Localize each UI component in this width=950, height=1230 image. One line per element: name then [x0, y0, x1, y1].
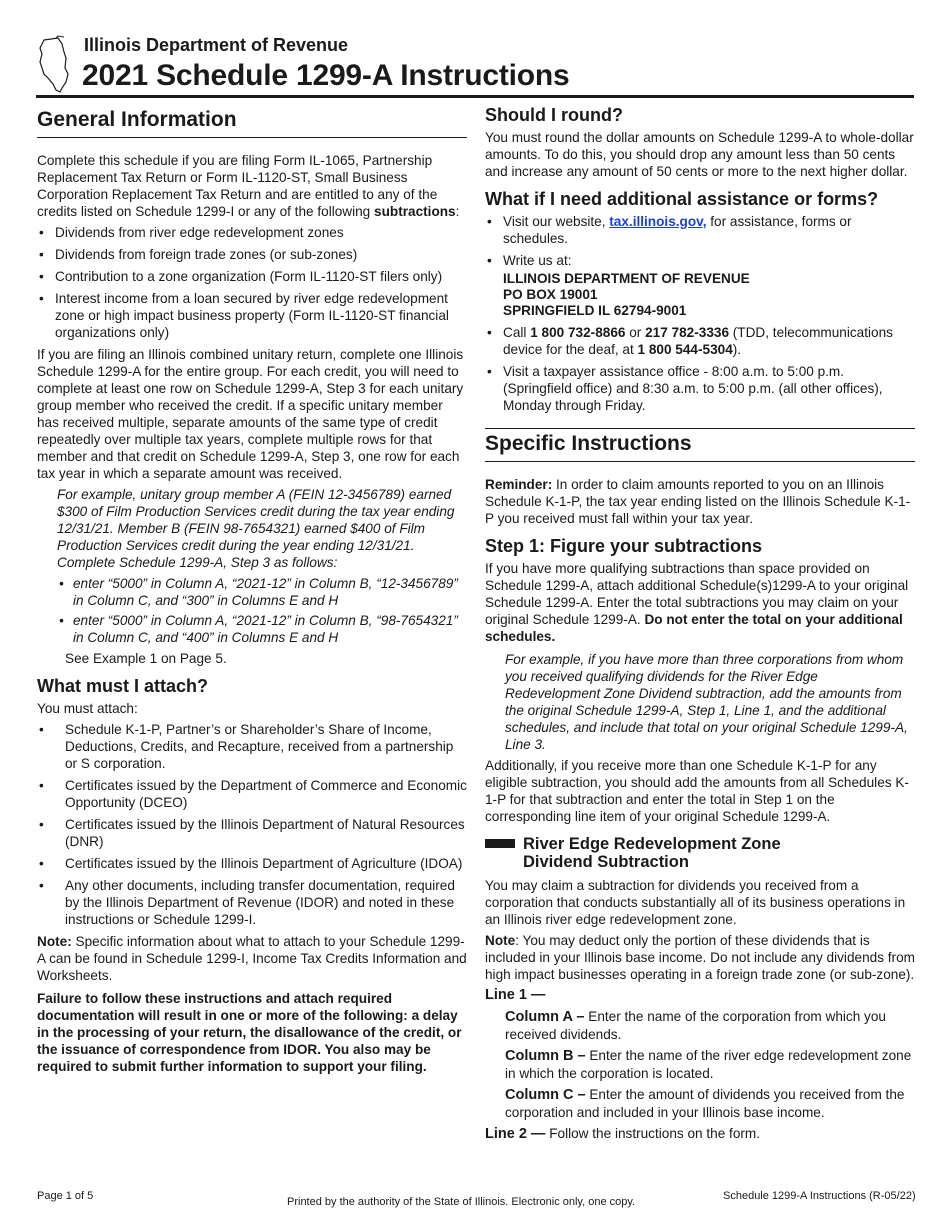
header-divider [36, 95, 914, 98]
right-column [485, 104, 915, 1147]
list-item: • Dividends from foreign trade zones (or sub-zones) [37, 246, 467, 263]
mailing-address: ILLINOIS DEPARTMENT OF REVENUE PO BOX 19001 SPRINGFIELD IL 62794-9001 [503, 271, 750, 318]
attach-list [37, 721, 467, 928]
attach-lead: You must attach: [37, 701, 138, 716]
list-item: • Dividends from river edge redevelopment zones [37, 224, 467, 241]
list-item: • Certificates issued by the Illinois Department of Agriculture (IDOA) [37, 855, 467, 872]
printing-authority: Printed by the authority of the State of Illinois. Electronic only, one copy. [287, 1196, 636, 1208]
list-item: • Certificates issued by the Department of Commerce and Economic Opportunity (DCEO) [37, 777, 467, 811]
page-number: Page 1 of 5 [37, 1190, 94, 1202]
list-item: • Contribution to a zone organization (Form IL-1120-ST filers only) [37, 268, 467, 285]
heading-bar-icon [485, 839, 515, 848]
list-item: • Schedule K-1-P, Partner’s or Shareholder’s Share of Income, Deductions, Credits, and Recapture, received from a partnership or S corporation. [37, 721, 467, 772]
river-edge-heading: River Edge Redevelopment Zone Dividend Subtraction [485, 835, 915, 871]
river-edge-text: You may claim a subtraction for dividends you received from a corporation that conducts substantially all of its business operations in an Illinois river edge redevelopment zone. [485, 878, 906, 927]
form-revision: Schedule 1299-A Instructions (R-05/22) [723, 1190, 916, 1202]
assistance-list [485, 213, 915, 414]
list-item: • Call 1 800 732-8866 or 217 782-3336 (TDD, telecommunications device for the deaf, at 1 800 544-5304). [485, 324, 915, 358]
round-text: You must round the dollar amounts on Schedule 1299-A to whole-dollar amounts. To do this, you should drop any amount less than 50 cents and increase any amount of 50 cents or more to the next higher dollar. [485, 130, 914, 179]
list-item: • Visit a taxpayer assistance office - 8:00 a.m. to 5:00 p.m. (Springfield office) and 8:30 a.m. to 5:00 p.m. (all other offices), Monday through Friday. [485, 363, 915, 414]
illinois-state-outline-icon [36, 34, 76, 94]
list-item: • Visit our website, tax.illinois.gov, for assistance, forms or schedules. [485, 213, 915, 247]
unitary-paragraph: If you are filing an Illinois combined unitary return, complete one Illinois Schedule 1299-A for the entire group. For each credit, you will need to complete at least one row on Schedule 1299-A, Step 3 for each unitary group member who received the credit. If a specific unitary member has received multiple, separate amounts of the same type of credit repeatedly over multiple tax years, complete multiple rows for that member and that credit on Schedule 1299-A, Step 3, one row for each tax year in which a separate amount was received. [37, 347, 464, 481]
list-item: • Any other documents, including transfer documentation, required by the Illinois Department of Revenue (IDOR) and noted in these instructions or Schedule 1299-I. [37, 877, 467, 928]
step1-text: If you have more qualifying subtractions than space provided on Schedule 1299-A, attach additional Schedule(s)1299-A to your original Schedule 1299-A. Enter the total subtractions you may claim on your original Schedule 1299-A. Do not enter the total on your additional schedules. [485, 561, 909, 644]
attach-heading: What must I attach? [37, 676, 209, 696]
river-edge-note: Note: You may deduct only the portion of these dividends that is included in your Illinois base income. Do not include any dividends from high impact businesses operating in a foreign trade zone (or sub-zone). [485, 933, 915, 982]
page-header [36, 32, 914, 98]
list-item: • Interest income from a loan secured by river edge redevelopment zone or high impact business property (Form IL-1120-ST financial organizations only) [37, 290, 467, 341]
general-intro: Complete this schedule if you are filing Form IL-1065, Partnership Replacement Tax Return or Form IL-1120-ST, Small Business Corporation Replacement Tax Return and are entitled to any of the credits listed on Schedule 1299-I or any of the following subtractions: [37, 153, 460, 219]
attach-note: Note: Specific information about what to attach to your Schedule 1299-A can be found in Schedule 1299-I, Income Tax Credits Information and Worksheets. [37, 934, 467, 983]
step1-additionally: Additionally, if you receive more than one Schedule K-1-P for any eligible subtraction, you should add the amounts from all Schedules K-1-P for that subtraction and enter the total in Step 1 on the corresponding line item of your original Schedule 1299-A. [485, 758, 909, 824]
list-item: • Write us at: ILLINOIS DEPARTMENT OF REVENUE PO BOX 19001 SPRINGFIELD IL 62794-9001 [485, 252, 915, 319]
round-heading: Should I round? [485, 105, 623, 125]
general-information-heading: General Information [37, 104, 467, 138]
column-c-entry: Column C – Enter the amount of dividends you received from the corporation and included in your Illinois base income. [505, 1087, 905, 1120]
attach-warning: Failure to follow these instructions and attach required documentation will result in one or more of the following: a delay in the processing of your return, the disallowance of the credit, or the issuance of correspondence from IDOR. You also may be required to submit further information to support your filing. [37, 991, 462, 1074]
list-item: • Certificates issued by the Illinois Department of Natural Resources (DNR) [37, 816, 467, 850]
list-item: • enter “5000” in Column A, “2021-12” in Column B, “98-7654321” in Column C, and “400” in Columns E and H [57, 612, 467, 646]
list-item: • enter “5000” in Column A, “2021-12” in Column B, “12-3456789” in Column C, and “300” in Columns E and H [57, 575, 467, 609]
specific-instructions-heading: Specific Instructions [485, 428, 915, 462]
step1-heading: Step 1: Figure your subtractions [485, 536, 763, 556]
see-example-note: See Example 1 on Page 5. [65, 651, 227, 666]
line2-entry: Line 2 — Follow the instructions on the form. [485, 1126, 761, 1142]
example-text: For example, unitary group member A (FEIN 12-3456789) earned $300 of Film Production Services credit during the tax year ending 12/31/21. Member B (FEIN 98-7654321) earned $400 of Film Production Services credit during the year ending 12/31/21. Complete Schedule 1299-A, Step 3 as follows: [57, 487, 455, 570]
page-title: 2021 Schedule 1299-A Instructions [82, 59, 570, 92]
step1-example: For example, if you have more than three corporations from whom you received qualifying dividends for the River Edge Redevelopment Zone Dividend subtraction, add the amounts from the original Schedule 1299-A, Step 1, Line 1, and the additional schedules, and include that total on your original Schedule 1299-A, Line 3. [505, 652, 908, 752]
website-link[interactable]: tax.illinois.gov, [609, 214, 707, 229]
assistance-heading: What if I need additional assistance or forms? [485, 189, 879, 209]
department-name: Illinois Department of Revenue [84, 35, 349, 55]
example-list [57, 575, 467, 646]
subtractions-list [37, 224, 467, 341]
column-b-entry: Column B – Enter the name of the river edge redevelopment zone in which the corporation is located. [505, 1048, 912, 1081]
column-a-entry: Column A – Enter the name of the corporation from which you received dividends. [505, 1009, 886, 1042]
unitary-example [37, 486, 467, 646]
reminder: Reminder: In order to claim amounts reported to you on an Illinois Schedule K-1-P, the tax year ending listed on the Illinois Schedule K-1-P you received must fall within your tax year. [485, 477, 911, 526]
left-column [37, 104, 467, 1079]
line1-label: Line 1 — [485, 987, 546, 1003]
